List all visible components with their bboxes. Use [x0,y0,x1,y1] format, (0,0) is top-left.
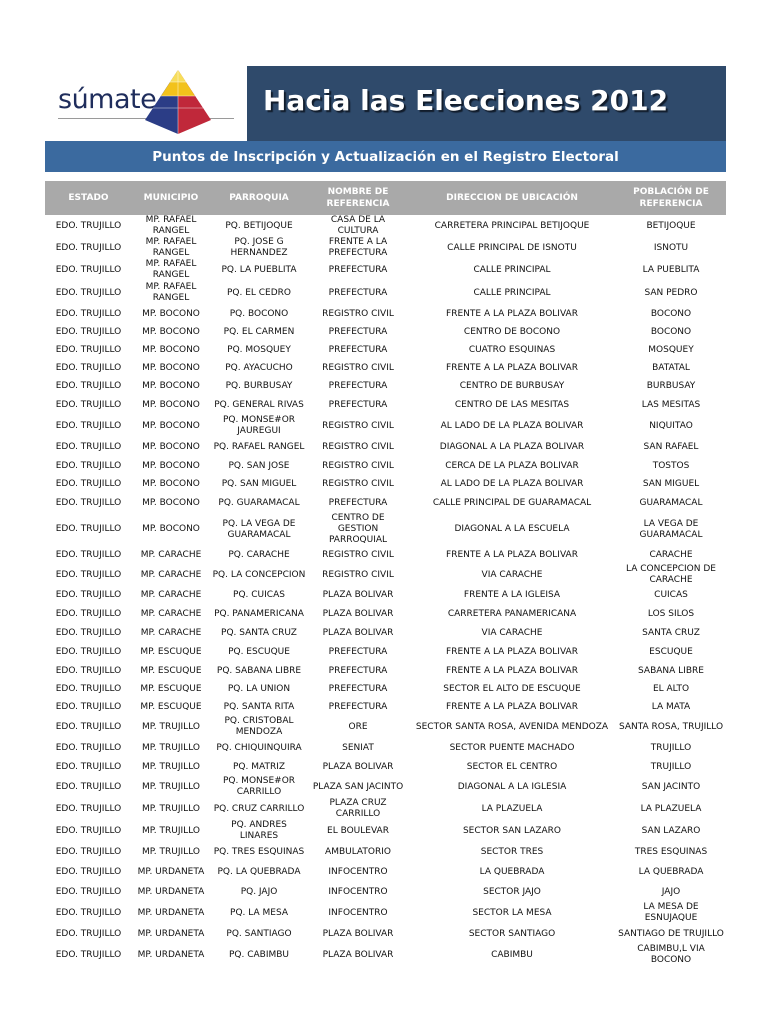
cell-estado: EDO. TRUJILLO [55,608,122,619]
cell-parroquia: PQ. EL CARMEN [223,326,295,337]
cell-poblacion: TRES ESQUINAS [634,846,708,857]
cell-estado: EDO. TRUJILLO [55,420,122,431]
table-body [45,215,726,966]
cell-direccion: SECTOR EL ALTO DE ESCUQUE [443,683,581,694]
cell-parroquia: PQ. MONSE#OR CARRILLO [222,776,296,797]
cell-direccion: CARRETERA PANAMERICANA [447,608,577,619]
cell-estado: EDO. TRUJILLO [55,866,122,877]
column-header-nombre-referencia: NOMBRE DE REFERENCIA [308,181,408,215]
cell-estado: EDO. TRUJILLO [55,646,122,657]
table-row [45,882,726,902]
cell-poblacion: JAJO [661,886,681,897]
cell-direccion: FRENTE A LA PLAZA BOLIVAR [446,701,578,712]
cell-direccion: SECTOR SANTA ROSA, AVENIDA MENDOZA [415,721,609,732]
cell-estado: EDO. TRUJILLO [55,761,122,772]
cell-estado: EDO. TRUJILLO [55,742,122,753]
cell-municipio: MP. TRUJILLO [142,721,200,732]
banner-title: Hacia las Elecciones 2012 [263,84,669,117]
cell-municipio: MP. RAFAEL RANGEL [145,259,197,280]
cell-direccion: CENTRO DE LAS MESITAS [454,399,570,410]
cell-estado: EDO. TRUJILLO [55,441,122,452]
cell-direccion: DIAGONAL A LA IGLESIA [457,781,567,792]
cell-nombre-referencia: PLAZA BOLIVAR [322,627,394,638]
cell-municipio: MP. CARACHE [140,589,202,600]
cell-direccion: AL LADO DE LA PLAZA BOLIVAR [440,420,584,431]
cell-municipio: MP. TRUJILLO [142,761,200,772]
cell-estado: EDO. TRUJILLO [55,326,122,337]
cell-nombre-referencia: FRENTE A LA PREFECTURA [328,237,388,258]
cell-nombre-referencia: REGISTRO CIVIL [322,308,394,319]
table-row [45,564,726,586]
cell-municipio: MP. CARACHE [140,549,202,560]
cell-poblacion: BURBUSAY [646,380,696,391]
cell-poblacion: SABANA LIBRE [638,665,704,676]
cell-direccion: AL LADO DE LA PLAZA BOLIVAR [440,478,584,489]
cell-municipio: MP. RAFAEL RANGEL [145,237,197,258]
table-row [45,259,726,281]
cell-municipio: MP. BOCONO [142,344,200,355]
cell-direccion: CALLE PRINCIPAL DE ISNOTU [447,242,577,253]
cell-estado: EDO. TRUJILLO [55,928,122,939]
cell-poblacion: TOSTOS [652,460,690,471]
cell-direccion: FRENTE A LA PLAZA BOLIVAR [446,549,578,560]
cell-estado: EDO. TRUJILLO [55,665,122,676]
cell-municipio: MP. BOCONO [142,524,200,534]
cell-direccion: VIA CARACHE [481,569,543,580]
cell-parroquia: PQ. AYACUCHO [225,362,293,373]
table-row [45,377,726,395]
cell-poblacion: LAS MESITAS [641,399,701,410]
title-banner [247,66,726,141]
table-row [45,842,726,862]
cell-direccion: CARRETERA PRINCIPAL BETIJOQUE [434,220,590,231]
cell-direccion: FRENTE A LA PLAZA BOLIVAR [446,665,578,676]
cell-nombre-referencia: AMBULATORIO [325,846,391,857]
cell-direccion: SECTOR PUENTE MACHADO [449,742,575,753]
cell-direccion: CALLE PRINCIPAL [473,264,551,275]
cell-nombre-referencia: REGISTRO CIVIL [322,441,394,452]
cell-parroquia: PQ. CARACHE [228,549,290,560]
cell-municipio: MP. ESCUQUE [140,665,202,676]
cell-estado: EDO. TRUJILLO [55,589,122,600]
cell-estado: EDO. TRUJILLO [55,380,122,391]
logo-text: súmate [58,84,157,115]
table-header-row [45,181,726,215]
cell-direccion: CUATRO ESQUINAS [468,344,556,355]
cell-poblacion: CUICAS [654,589,688,600]
cell-poblacion: ISNOTU [653,242,689,253]
cell-municipio: MP. BOCONO [142,460,200,471]
table-row [45,902,726,924]
cell-estado: EDO. TRUJILLO [55,399,122,410]
cell-parroquia: PQ. LA PUEBLITA [221,264,297,275]
cell-estado: EDO. TRUJILLO [55,362,122,373]
cell-nombre-referencia: EL BOULEVAR [327,825,389,836]
cell-poblacion: BETIJOQUE [646,220,696,231]
cell-nombre-referencia: SENIAT [342,742,374,753]
cell-poblacion: MOSQUEY [648,344,694,355]
cell-municipio: MP. URDANETA [137,907,205,918]
cell-nombre-referencia: CASA DE LA CULTURA [330,215,386,236]
cell-parroquia: PQ. GUARAMACAL [218,497,300,508]
cell-municipio: MP. URDANETA [137,949,205,960]
cell-poblacion: SANTIAGO DE TRUJILLO [618,928,724,939]
cell-nombre-referencia: ORE [348,721,368,732]
table-row [45,395,726,415]
cell-parroquia: PQ. MATRIZ [232,761,286,772]
table-row [45,758,726,776]
cell-poblacion: LA PUEBLITA [642,264,700,275]
cell-municipio: MP. ESCUQUE [140,701,202,712]
cell-parroquia: PQ. JOSE G HERNANDEZ [230,237,288,258]
cell-parroquia: PQ. CUICAS [233,589,285,600]
cell-municipio: MP. BOCONO [142,308,200,319]
cell-estado: EDO. TRUJILLO [55,846,122,857]
table-row [45,457,726,475]
cell-parroquia: PQ. CHIQUINQUIRA [216,742,302,753]
cell-parroquia: PQ. RAFAEL RANGEL [213,441,305,452]
cell-direccion: DIAGONAL A LA ESCUELA [454,524,570,534]
cell-nombre-referencia: PREFECTURA [328,287,388,298]
cell-estado: EDO. TRUJILLO [55,220,122,231]
table-row [45,642,726,662]
cell-poblacion: BOCONO [650,308,692,319]
cell-direccion: SECTOR SAN LAZARO [462,825,562,836]
cell-nombre-referencia: PLAZA BOLIVAR [322,608,394,619]
cell-parroquia: PQ. SANTA RITA [223,701,295,712]
table-row [45,586,726,604]
cell-poblacion: LA MESA DE ESNUJAQUE [643,902,699,923]
cell-estado: EDO. TRUJILLO [55,524,122,534]
cell-poblacion: CABIMBU,L VIA BOCONO [637,944,705,965]
subtitle-bar [45,141,726,172]
cell-nombre-referencia: PREFECTURA [328,683,388,694]
cell-parroquia: PQ. SAN JOSE [228,460,290,471]
cell-nombre-referencia: REGISTRO CIVIL [322,569,394,580]
pyramid-logo-icon [143,68,213,138]
table-row [45,776,726,798]
table-row [45,944,726,966]
cell-poblacion: SAN LAZARO [641,825,701,836]
registration-points-table [45,181,726,966]
cell-parroquia: PQ. CRUZ CARRILLO [213,803,305,814]
cell-nombre-referencia: REGISTRO CIVIL [322,362,394,373]
table-row [45,680,726,698]
cell-estado: EDO. TRUJILLO [55,949,122,960]
cell-nombre-referencia: PLAZA SAN JACINTO [312,781,404,792]
table-row [45,475,726,493]
cell-parroquia: PQ. BETIJOQUE [225,220,293,231]
cell-estado: EDO. TRUJILLO [55,549,122,560]
cell-municipio: MP. TRUJILLO [142,803,200,814]
table-row [45,437,726,457]
cell-municipio: MP. TRUJILLO [142,825,200,836]
cell-direccion: SECTOR LA MESA [472,907,552,918]
cell-poblacion: CARACHE [649,549,693,560]
table-row [45,281,726,305]
cell-parroquia: PQ. SAN MIGUEL [221,478,297,489]
cell-direccion: CABIMBU [491,949,533,960]
cell-direccion: LA PLAZUELA [481,803,543,814]
cell-municipio: MP. BOCONO [142,420,200,431]
cell-poblacion: NIQUITAO [649,420,693,431]
cell-municipio: MP. CARACHE [140,608,202,619]
cell-municipio: MP. BOCONO [142,362,200,373]
cell-direccion: FRENTE A LA PLAZA BOLIVAR [446,308,578,319]
cell-nombre-referencia: PREFECTURA [328,326,388,337]
cell-nombre-referencia: PREFECTURA [328,264,388,275]
table-row [45,546,726,564]
cell-poblacion: LA VEGA DE GUARAMACAL [639,518,703,540]
table-row [45,924,726,944]
cell-parroquia: PQ. SANTIAGO [226,928,292,939]
cell-poblacion: ESCUQUE [649,646,693,657]
cell-parroquia: PQ. SABANA LIBRE [216,665,302,676]
cell-poblacion: TRUJILLO [650,761,692,772]
cell-estado: EDO. TRUJILLO [55,344,122,355]
cell-estado: EDO. TRUJILLO [55,460,122,471]
table-row [45,215,726,237]
cell-estado: EDO. TRUJILLO [55,264,122,275]
cell-parroquia: PQ. MONSE#OR JAUREGUI [222,415,296,436]
cell-municipio: MP. BOCONO [142,478,200,489]
cell-poblacion: GUARAMACAL [639,497,703,508]
cell-nombre-referencia: REGISTRO CIVIL [322,549,394,560]
cell-direccion: SECTOR JAJO [483,886,541,897]
cell-estado: EDO. TRUJILLO [55,287,122,298]
cell-municipio: MP. URDANETA [137,928,205,939]
cell-municipio: MP. RAFAEL RANGEL [145,215,197,236]
cell-municipio: MP. ESCUQUE [140,646,202,657]
cell-nombre-referencia: PREFECTURA [328,646,388,657]
cell-direccion: DIAGONAL A LA PLAZA BOLIVAR [439,441,585,452]
cell-parroquia: PQ. LA UNION [227,683,291,694]
cell-nombre-referencia: REGISTRO CIVIL [322,420,394,431]
cell-nombre-referencia: PLAZA BOLIVAR [322,928,394,939]
column-header-parroquia: PARROQUIA [210,181,308,215]
table-row [45,604,726,624]
cell-direccion: CENTRO DE BOCONO [463,326,561,337]
cell-poblacion: SAN RAFAEL [643,441,699,452]
table-row [45,798,726,820]
cell-poblacion: SANTA ROSA, TRUJILLO [618,721,724,732]
cell-municipio: MP. TRUJILLO [142,846,200,857]
cell-poblacion: LA PLAZUELA [640,803,702,814]
table-row [45,624,726,642]
cell-parroquia: PQ. PANAMERICANA [214,608,304,619]
cell-nombre-referencia: INFOCENTRO [328,866,388,877]
cell-parroquia: PQ. TRES ESQUINAS [213,846,305,857]
table-row [45,738,726,758]
cell-nombre-referencia: PREFECTURA [328,665,388,676]
table-row [45,662,726,680]
cell-municipio: MP. ESCUQUE [140,683,202,694]
table-row [45,237,726,259]
cell-estado: EDO. TRUJILLO [55,825,122,836]
cell-estado: EDO. TRUJILLO [55,721,122,732]
cell-estado: EDO. TRUJILLO [55,242,122,253]
cell-estado: EDO. TRUJILLO [55,803,122,814]
cell-direccion: CALLE PRINCIPAL [473,287,551,298]
cell-estado: EDO. TRUJILLO [55,701,122,712]
cell-direccion: FRENTE A LA PLAZA BOLIVAR [446,646,578,657]
cell-municipio: MP. URDANETA [137,866,205,877]
table-row [45,341,726,359]
cell-parroquia: PQ. LA CONCEPCION [212,569,306,580]
cell-direccion: LA QUEBRADA [479,866,545,877]
column-header-direccion: DIRECCION DE UBICACIÓN [408,181,616,215]
cell-municipio: MP. CARACHE [140,627,202,638]
table-row [45,698,726,716]
cell-nombre-referencia: PLAZA BOLIVAR [322,589,394,600]
cell-poblacion: LOS SILOS [647,608,695,619]
cell-direccion: FRENTE A LA IGLEISA [463,589,561,600]
cell-estado: EDO. TRUJILLO [55,886,122,897]
sumate-logo [55,66,245,142]
cell-nombre-referencia: PREFECTURA [328,344,388,355]
table-row [45,716,726,738]
cell-estado: EDO. TRUJILLO [55,683,122,694]
table-row [45,305,726,323]
cell-direccion: FRENTE A LA PLAZA BOLIVAR [446,362,578,373]
cell-parroquia: PQ. MOSQUEY [227,344,291,355]
cell-estado: EDO. TRUJILLO [55,627,122,638]
cell-parroquia: PQ. EL CEDRO [226,287,292,298]
cell-municipio: MP. BOCONO [142,380,200,391]
cell-nombre-referencia: PLAZA BOLIVAR [322,949,394,960]
cell-parroquia: PQ. ANDRES LINARES [231,820,287,841]
cell-parroquia: PQ. LA MESA [230,907,288,918]
cell-poblacion: SAN MIGUEL [642,478,700,489]
cell-nombre-referencia: PLAZA CRUZ CARRILLO [329,798,387,819]
cell-poblacion: SAN JACINTO [641,781,701,792]
cell-nombre-referencia: INFOCENTRO [328,886,388,897]
table-row [45,513,726,546]
cell-direccion: SECTOR EL CENTRO [466,761,558,772]
cell-estado: EDO. TRUJILLO [55,781,122,792]
cell-parroquia: PQ. BOCONO [229,308,289,319]
cell-poblacion: BOCONO [650,326,692,337]
cell-municipio: MP. BOCONO [142,326,200,337]
cell-direccion: CENTRO DE BURBUSAY [459,380,565,391]
cell-parroquia: PQ. LA VEGA DE GUARAMACAL [222,518,296,540]
cell-nombre-referencia: PREFECTURA [328,701,388,712]
cell-nombre-referencia: INFOCENTRO [328,907,388,918]
cell-nombre-referencia: PLAZA BOLIVAR [322,761,394,772]
cell-estado: EDO. TRUJILLO [55,497,122,508]
cell-poblacion: EL ALTO [652,683,690,694]
cell-nombre-referencia: PREFECTURA [328,399,388,410]
cell-parroquia: PQ. LA QUEBRADA [217,866,301,877]
cell-municipio: MP. TRUJILLO [142,781,200,792]
cell-parroquia: PQ. CABIMBU [228,949,290,960]
cell-direccion: SECTOR SANTIAGO [468,928,556,939]
cell-poblacion: SAN PEDRO [644,287,698,298]
cell-direccion: SECTOR TRES [480,846,544,857]
cell-poblacion: TRUJILLO [650,742,692,753]
table-row [45,820,726,842]
cell-nombre-referencia: PREFECTURA [328,497,388,508]
column-header-poblacion: POBLACIÓN DE REFERENCIA [616,181,726,215]
table-row [45,493,726,513]
cell-poblacion: LA MATA [651,701,691,712]
table-row [45,415,726,437]
cell-estado: EDO. TRUJILLO [55,907,122,918]
cell-poblacion: LA QUEBRADA [638,866,704,877]
table-row [45,323,726,341]
cell-parroquia: PQ. ESCUQUE [228,646,290,657]
cell-municipio: MP. TRUJILLO [142,742,200,753]
cell-direccion: VIA CARACHE [481,627,543,638]
cell-municipio: MP. BOCONO [142,399,200,410]
cell-estado: EDO. TRUJILLO [55,569,122,580]
cell-parroquia: PQ. CRISTOBAL MENDOZA [224,716,294,737]
cell-nombre-referencia: REGISTRO CIVIL [322,460,394,471]
cell-municipio: MP. BOCONO [142,497,200,508]
cell-direccion: CALLE PRINCIPAL DE GUARAMACAL [432,497,592,508]
table-row [45,359,726,377]
cell-parroquia: PQ. BURBUSAY [225,380,293,391]
cell-parroquia: PQ. GENERAL RIVAS [214,399,304,410]
cell-nombre-referencia: CENTRO DE GESTION PARROQUIAL [328,513,388,545]
cell-parroquia: PQ. SANTA CRUZ [221,627,297,638]
cell-nombre-referencia: REGISTRO CIVIL [322,478,394,489]
cell-estado: EDO. TRUJILLO [55,478,122,489]
column-header-municipio: MUNICIPIO [132,181,210,215]
cell-municipio: MP. URDANETA [137,886,205,897]
cell-parroquia: PQ. JAJO [240,886,278,897]
cell-poblacion: BATATAL [652,362,690,373]
cell-poblacion: LA CONCEPCION DE CARACHE [626,564,716,585]
cell-municipio: MP. RAFAEL RANGEL [145,282,197,303]
cell-estado: EDO. TRUJILLO [55,308,122,319]
cell-poblacion: SANTA CRUZ [642,627,700,638]
cell-municipio: MP. BOCONO [142,441,200,452]
cell-nombre-referencia: PREFECTURA [328,380,388,391]
column-header-estado: ESTADO [45,181,132,215]
page-subtitle: Puntos de Inscripción y Actualización en el Registro Electoral [152,148,619,165]
cell-direccion: CERCA DE LA PLAZA BOLIVAR [445,460,579,471]
cell-municipio: MP. CARACHE [140,569,202,580]
table-row [45,862,726,882]
